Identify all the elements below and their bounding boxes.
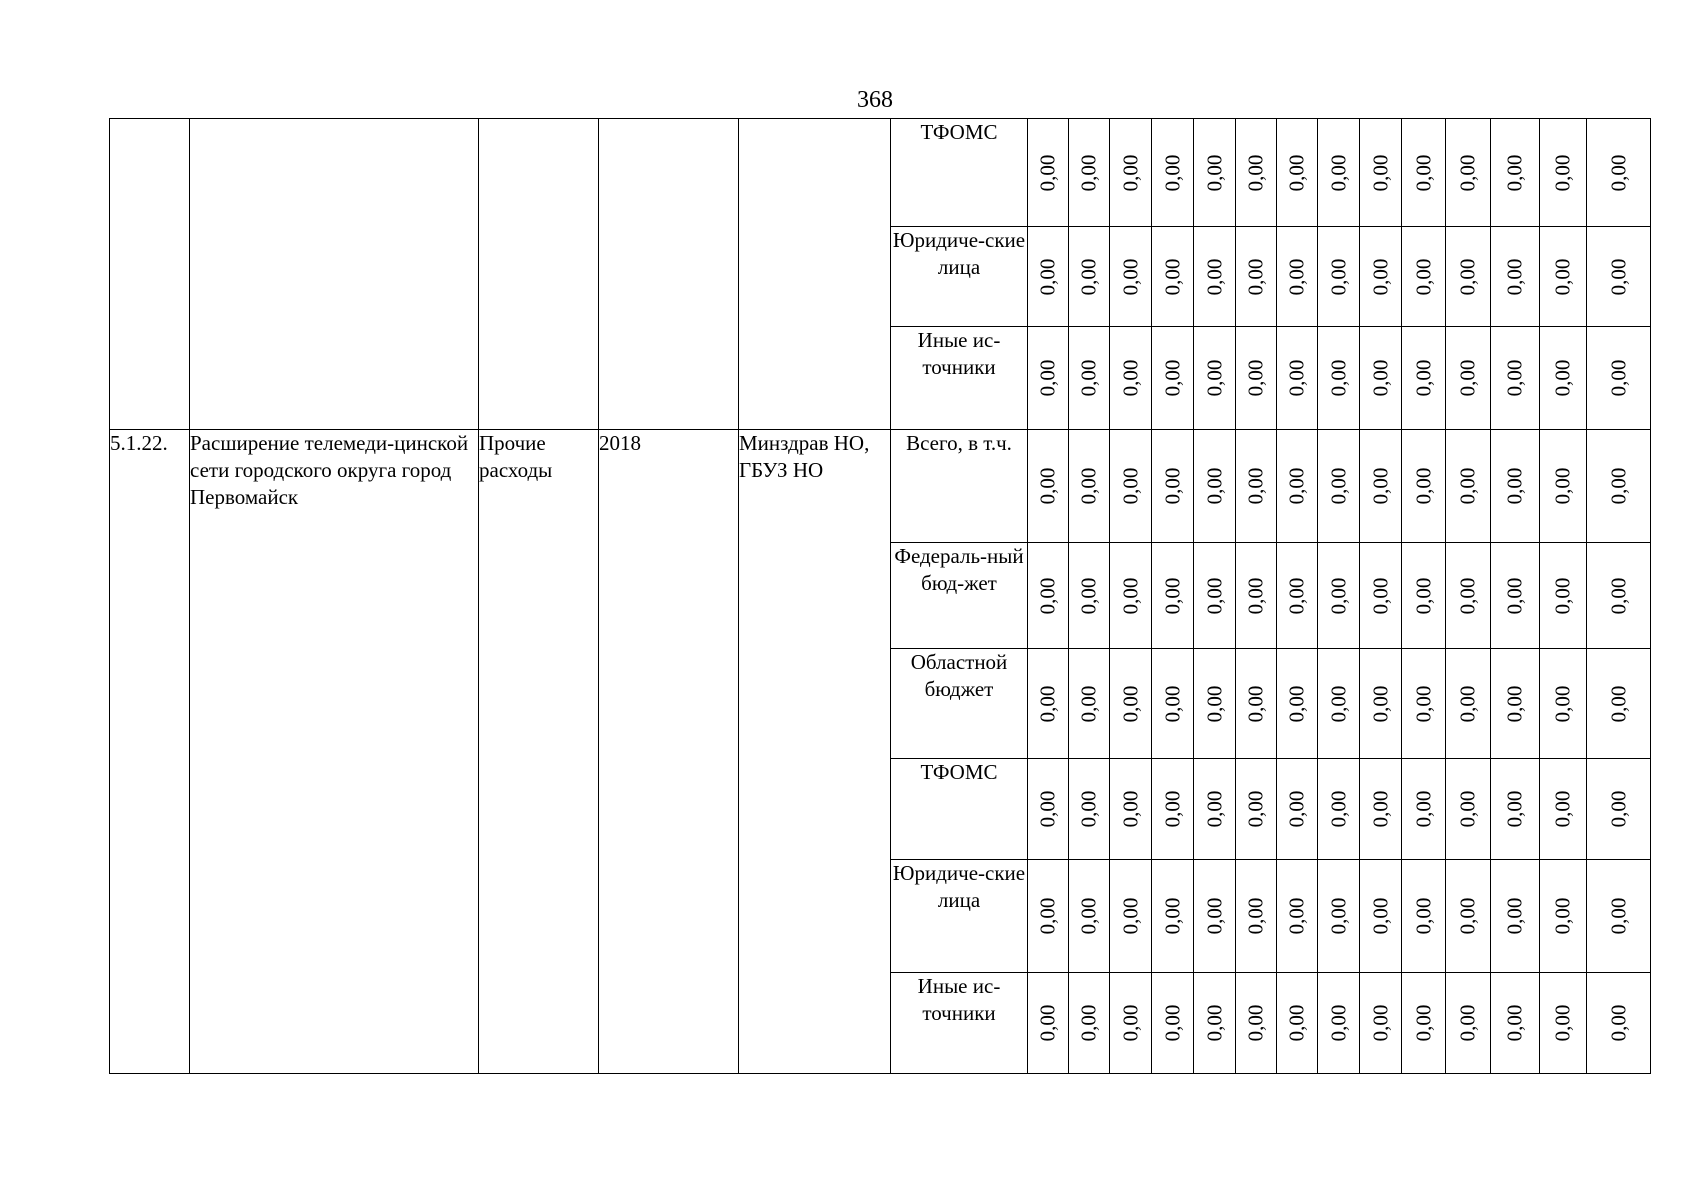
value-text: 0,00 bbox=[1202, 790, 1226, 828]
value-cell bbox=[1110, 227, 1152, 327]
value-text: 0,00 bbox=[1502, 359, 1527, 397]
value-cell bbox=[1236, 860, 1277, 973]
value-cell bbox=[1110, 649, 1152, 759]
value-text: 0,00 bbox=[1243, 790, 1268, 828]
item-year: 2018 bbox=[599, 430, 739, 1074]
empty-merged-cell bbox=[479, 119, 599, 430]
value-cell bbox=[1587, 119, 1651, 227]
value-text: 0,00 bbox=[1202, 467, 1226, 505]
value-text: 0,00 bbox=[1284, 685, 1309, 722]
value-text: 0,00 bbox=[1202, 897, 1226, 935]
funding-source-label: Федераль-ный бюд-жет bbox=[891, 543, 1028, 649]
value-text: 0,00 bbox=[1076, 577, 1101, 614]
value-text: 0,00 bbox=[1035, 467, 1060, 505]
value-cell bbox=[1360, 543, 1402, 649]
value-text: 0,00 bbox=[1243, 258, 1268, 295]
value-cell bbox=[1069, 227, 1110, 327]
value-text: 0,00 bbox=[1243, 1004, 1268, 1042]
value-text: 0,00 bbox=[1455, 359, 1480, 397]
value-cell bbox=[1152, 227, 1194, 327]
value-cell bbox=[1069, 649, 1110, 759]
value-cell bbox=[1360, 973, 1402, 1074]
value-text: 0,00 bbox=[1284, 790, 1309, 828]
value-cell bbox=[1540, 543, 1587, 649]
value-cell bbox=[1277, 759, 1318, 860]
value-cell bbox=[1402, 649, 1446, 759]
value-cell bbox=[1491, 860, 1540, 973]
value-text: 0,00 bbox=[1118, 897, 1142, 935]
value-text: 0,00 bbox=[1326, 359, 1350, 397]
value-text: 0,00 bbox=[1550, 790, 1575, 828]
funding-source-label: Юридиче-ские лица bbox=[891, 227, 1028, 327]
value-text: 0,00 bbox=[1550, 685, 1575, 722]
value-text: 0,00 bbox=[1076, 790, 1101, 828]
value-cell bbox=[1028, 227, 1069, 327]
value-text: 0,00 bbox=[1202, 154, 1226, 191]
value-cell bbox=[1318, 860, 1360, 973]
value-text: 0,00 bbox=[1118, 359, 1142, 397]
value-text: 0,00 bbox=[1502, 467, 1527, 505]
value-text: 0,00 bbox=[1502, 1004, 1527, 1042]
value-cell bbox=[1194, 649, 1236, 759]
value-cell bbox=[1236, 430, 1277, 543]
value-text: 0,00 bbox=[1202, 359, 1226, 397]
value-cell bbox=[1152, 759, 1194, 860]
value-text: 0,00 bbox=[1411, 685, 1435, 722]
value-cell bbox=[1194, 543, 1236, 649]
value-text: 0,00 bbox=[1118, 154, 1142, 191]
value-cell bbox=[1277, 327, 1318, 430]
value-text: 0,00 bbox=[1606, 467, 1630, 505]
value-cell bbox=[1236, 759, 1277, 860]
value-text: 0,00 bbox=[1411, 154, 1435, 191]
value-text: 0,00 bbox=[1243, 685, 1268, 722]
value-cell bbox=[1540, 759, 1587, 860]
value-text: 0,00 bbox=[1160, 154, 1184, 191]
value-text: 0,00 bbox=[1411, 258, 1435, 295]
value-text: 0,00 bbox=[1076, 467, 1101, 505]
value-text: 0,00 bbox=[1326, 1004, 1350, 1042]
value-text: 0,00 bbox=[1368, 685, 1392, 722]
value-text: 0,00 bbox=[1606, 790, 1630, 828]
value-text: 0,00 bbox=[1550, 577, 1575, 614]
value-cell bbox=[1028, 327, 1069, 430]
value-text: 0,00 bbox=[1606, 154, 1630, 191]
value-text: 0,00 bbox=[1284, 154, 1309, 191]
value-text: 0,00 bbox=[1606, 685, 1630, 722]
value-cell bbox=[1446, 227, 1491, 327]
value-text: 0,00 bbox=[1160, 258, 1184, 295]
value-text: 0,00 bbox=[1284, 577, 1309, 614]
value-text: 0,00 bbox=[1455, 685, 1480, 722]
value-text: 0,00 bbox=[1368, 897, 1392, 935]
value-cell bbox=[1277, 227, 1318, 327]
empty-merged-cell bbox=[190, 119, 479, 430]
value-cell bbox=[1540, 119, 1587, 227]
value-cell bbox=[1402, 327, 1446, 430]
value-cell bbox=[1069, 543, 1110, 649]
value-text: 0,00 bbox=[1411, 467, 1435, 505]
value-text: 0,00 bbox=[1326, 790, 1350, 828]
value-cell bbox=[1491, 119, 1540, 227]
funding-source-label: ТФОМС bbox=[891, 119, 1028, 227]
value-cell bbox=[1446, 860, 1491, 973]
value-cell bbox=[1360, 227, 1402, 327]
value-cell bbox=[1152, 973, 1194, 1074]
value-text: 0,00 bbox=[1035, 1004, 1060, 1042]
value-cell bbox=[1194, 327, 1236, 430]
value-cell bbox=[1028, 973, 1069, 1074]
value-text: 0,00 bbox=[1284, 897, 1309, 935]
value-cell bbox=[1236, 649, 1277, 759]
value-cell bbox=[1360, 759, 1402, 860]
value-cell bbox=[1194, 973, 1236, 1074]
value-cell bbox=[1236, 119, 1277, 227]
value-text: 0,00 bbox=[1502, 577, 1527, 614]
value-cell bbox=[1152, 543, 1194, 649]
value-cell bbox=[1491, 759, 1540, 860]
value-cell bbox=[1110, 860, 1152, 973]
funding-source-label: Всего, в т.ч. bbox=[891, 430, 1028, 543]
value-cell bbox=[1446, 649, 1491, 759]
value-text: 0,00 bbox=[1076, 258, 1101, 295]
value-cell bbox=[1277, 649, 1318, 759]
value-cell bbox=[1540, 649, 1587, 759]
value-text: 0,00 bbox=[1411, 1004, 1435, 1042]
value-cell bbox=[1028, 119, 1069, 227]
value-text: 0,00 bbox=[1076, 154, 1101, 191]
value-text: 0,00 bbox=[1368, 467, 1392, 505]
value-cell bbox=[1028, 860, 1069, 973]
value-text: 0,00 bbox=[1160, 359, 1184, 397]
value-cell bbox=[1110, 327, 1152, 430]
value-cell bbox=[1236, 227, 1277, 327]
value-text: 0,00 bbox=[1118, 685, 1142, 722]
value-cell bbox=[1446, 430, 1491, 543]
value-text: 0,00 bbox=[1243, 897, 1268, 935]
value-cell bbox=[1491, 327, 1540, 430]
value-text: 0,00 bbox=[1160, 685, 1184, 722]
expense-type: Прочие расходы bbox=[479, 430, 599, 1074]
value-cell bbox=[1110, 759, 1152, 860]
value-cell bbox=[1069, 973, 1110, 1074]
value-cell bbox=[1318, 649, 1360, 759]
value-text: 0,00 bbox=[1326, 258, 1350, 295]
value-cell bbox=[1491, 543, 1540, 649]
value-text: 0,00 bbox=[1202, 577, 1226, 614]
value-text: 0,00 bbox=[1243, 467, 1268, 505]
value-cell bbox=[1028, 759, 1069, 860]
value-cell bbox=[1277, 430, 1318, 543]
value-cell bbox=[1110, 973, 1152, 1074]
value-text: 0,00 bbox=[1606, 577, 1630, 614]
value-text: 0,00 bbox=[1411, 359, 1435, 397]
value-text: 0,00 bbox=[1550, 467, 1575, 505]
value-cell bbox=[1491, 430, 1540, 543]
value-text: 0,00 bbox=[1455, 790, 1480, 828]
value-cell bbox=[1402, 860, 1446, 973]
funding-source-label: Областной бюджет bbox=[891, 649, 1028, 759]
value-cell bbox=[1194, 430, 1236, 543]
value-cell bbox=[1194, 119, 1236, 227]
value-cell bbox=[1152, 327, 1194, 430]
value-cell bbox=[1491, 973, 1540, 1074]
value-cell bbox=[1540, 430, 1587, 543]
value-text: 0,00 bbox=[1455, 467, 1480, 505]
value-text: 0,00 bbox=[1550, 897, 1575, 935]
value-text: 0,00 bbox=[1326, 577, 1350, 614]
value-text: 0,00 bbox=[1118, 467, 1142, 505]
executor: Минздрав НО, ГБУЗ НО bbox=[739, 430, 891, 1074]
value-cell bbox=[1360, 327, 1402, 430]
value-cell bbox=[1152, 860, 1194, 973]
value-text: 0,00 bbox=[1550, 359, 1575, 397]
value-text: 0,00 bbox=[1326, 897, 1350, 935]
value-text: 0,00 bbox=[1118, 577, 1142, 614]
value-cell bbox=[1194, 227, 1236, 327]
value-text: 0,00 bbox=[1368, 359, 1392, 397]
value-cell bbox=[1540, 227, 1587, 327]
value-text: 0,00 bbox=[1160, 1004, 1184, 1042]
empty-merged-cell bbox=[739, 119, 891, 430]
value-cell bbox=[1318, 327, 1360, 430]
value-cell bbox=[1277, 860, 1318, 973]
value-text: 0,00 bbox=[1284, 258, 1309, 295]
value-cell bbox=[1236, 327, 1277, 430]
value-text: 0,00 bbox=[1118, 258, 1142, 295]
value-text: 0,00 bbox=[1606, 897, 1630, 935]
value-cell bbox=[1491, 649, 1540, 759]
value-text: 0,00 bbox=[1368, 1004, 1392, 1042]
value-text: 0,00 bbox=[1035, 359, 1060, 397]
page-number: 368 bbox=[857, 87, 893, 113]
value-cell bbox=[1540, 327, 1587, 430]
value-text: 0,00 bbox=[1202, 1004, 1226, 1042]
value-cell bbox=[1587, 973, 1651, 1074]
value-cell bbox=[1587, 430, 1651, 543]
value-text: 0,00 bbox=[1606, 1004, 1630, 1042]
value-cell bbox=[1069, 119, 1110, 227]
value-cell bbox=[1402, 759, 1446, 860]
value-text: 0,00 bbox=[1368, 258, 1392, 295]
value-cell bbox=[1587, 649, 1651, 759]
item-number: 5.1.22. bbox=[110, 430, 190, 1074]
value-text: 0,00 bbox=[1284, 359, 1309, 397]
value-cell bbox=[1587, 327, 1651, 430]
value-cell bbox=[1069, 430, 1110, 543]
value-cell bbox=[1110, 543, 1152, 649]
value-cell bbox=[1360, 649, 1402, 759]
value-text: 0,00 bbox=[1502, 154, 1527, 191]
value-text: 0,00 bbox=[1243, 577, 1268, 614]
value-text: 0,00 bbox=[1243, 359, 1268, 397]
value-text: 0,00 bbox=[1118, 1004, 1142, 1042]
value-cell bbox=[1491, 227, 1540, 327]
value-text: 0,00 bbox=[1550, 154, 1575, 191]
value-text: 0,00 bbox=[1368, 790, 1392, 828]
value-cell bbox=[1152, 649, 1194, 759]
value-cell bbox=[1402, 430, 1446, 543]
value-text: 0,00 bbox=[1035, 790, 1060, 828]
value-cell bbox=[1446, 759, 1491, 860]
value-text: 0,00 bbox=[1455, 577, 1480, 614]
value-cell bbox=[1069, 327, 1110, 430]
value-cell bbox=[1587, 543, 1651, 649]
value-cell bbox=[1587, 227, 1651, 327]
value-text: 0,00 bbox=[1284, 467, 1309, 505]
value-cell bbox=[1446, 327, 1491, 430]
value-cell bbox=[1028, 649, 1069, 759]
value-text: 0,00 bbox=[1502, 790, 1527, 828]
value-text: 0,00 bbox=[1411, 577, 1435, 614]
funding-source-label: Иные ис-точники bbox=[891, 973, 1028, 1074]
table-row bbox=[110, 119, 1651, 227]
value-cell bbox=[1277, 543, 1318, 649]
value-cell bbox=[1446, 119, 1491, 227]
funding-table bbox=[109, 118, 1651, 1074]
value-text: 0,00 bbox=[1411, 897, 1435, 935]
empty-merged-cell bbox=[599, 119, 739, 430]
value-cell bbox=[1446, 543, 1491, 649]
value-text: 0,00 bbox=[1502, 897, 1527, 935]
value-cell bbox=[1360, 119, 1402, 227]
value-cell bbox=[1540, 860, 1587, 973]
value-cell bbox=[1402, 543, 1446, 649]
value-text: 0,00 bbox=[1076, 685, 1101, 722]
value-text: 0,00 bbox=[1160, 897, 1184, 935]
value-cell bbox=[1360, 430, 1402, 543]
value-text: 0,00 bbox=[1455, 897, 1480, 935]
value-cell bbox=[1194, 860, 1236, 973]
value-text: 0,00 bbox=[1455, 258, 1480, 295]
value-text: 0,00 bbox=[1035, 897, 1060, 935]
value-text: 0,00 bbox=[1160, 467, 1184, 505]
value-text: 0,00 bbox=[1326, 154, 1350, 191]
value-cell bbox=[1318, 227, 1360, 327]
value-cell bbox=[1028, 430, 1069, 543]
value-text: 0,00 bbox=[1118, 790, 1142, 828]
value-text: 0,00 bbox=[1076, 897, 1101, 935]
value-cell bbox=[1402, 227, 1446, 327]
value-cell bbox=[1446, 973, 1491, 1074]
value-text: 0,00 bbox=[1550, 258, 1575, 295]
value-cell bbox=[1110, 430, 1152, 543]
item-name: Расширение телемеди-цинской сети городского округа город Первомайск bbox=[190, 430, 479, 1074]
value-cell bbox=[1069, 860, 1110, 973]
value-text: 0,00 bbox=[1076, 359, 1101, 397]
funding-source-label: ТФОМС bbox=[891, 759, 1028, 860]
value-text: 0,00 bbox=[1502, 258, 1527, 295]
value-cell bbox=[1152, 119, 1194, 227]
value-text: 0,00 bbox=[1035, 154, 1060, 191]
value-cell bbox=[1152, 430, 1194, 543]
value-text: 0,00 bbox=[1243, 154, 1268, 191]
value-cell bbox=[1318, 973, 1360, 1074]
value-cell bbox=[1360, 860, 1402, 973]
value-cell bbox=[1236, 973, 1277, 1074]
value-cell bbox=[1277, 973, 1318, 1074]
value-cell bbox=[1277, 119, 1318, 227]
value-text: 0,00 bbox=[1326, 467, 1350, 505]
value-text: 0,00 bbox=[1606, 258, 1630, 295]
value-text: 0,00 bbox=[1455, 154, 1480, 191]
value-cell bbox=[1069, 759, 1110, 860]
value-text: 0,00 bbox=[1502, 685, 1527, 722]
funding-source-label: Иные ис-точники bbox=[891, 327, 1028, 430]
value-text: 0,00 bbox=[1202, 258, 1226, 295]
value-cell bbox=[1028, 543, 1069, 649]
value-cell bbox=[1318, 759, 1360, 860]
value-text: 0,00 bbox=[1160, 790, 1184, 828]
value-text: 0,00 bbox=[1035, 685, 1060, 722]
value-text: 0,00 bbox=[1606, 359, 1630, 397]
value-text: 0,00 bbox=[1368, 154, 1392, 191]
table-row bbox=[110, 430, 1651, 543]
value-text: 0,00 bbox=[1411, 790, 1435, 828]
value-cell bbox=[1402, 973, 1446, 1074]
value-text: 0,00 bbox=[1284, 1004, 1309, 1042]
funding-source-label: Юридиче-ские лица bbox=[891, 860, 1028, 973]
value-cell bbox=[1110, 119, 1152, 227]
value-text: 0,00 bbox=[1455, 1004, 1480, 1042]
value-text: 0,00 bbox=[1368, 577, 1392, 614]
value-cell bbox=[1318, 543, 1360, 649]
value-cell bbox=[1587, 860, 1651, 973]
empty-merged-cell bbox=[110, 119, 190, 430]
value-text: 0,00 bbox=[1202, 685, 1226, 722]
value-cell bbox=[1402, 119, 1446, 227]
value-text: 0,00 bbox=[1160, 577, 1184, 614]
value-cell bbox=[1587, 759, 1651, 860]
value-cell bbox=[1194, 759, 1236, 860]
value-text: 0,00 bbox=[1550, 1004, 1575, 1042]
value-text: 0,00 bbox=[1035, 577, 1060, 614]
value-text: 0,00 bbox=[1326, 685, 1350, 722]
value-cell bbox=[1318, 430, 1360, 543]
value-cell bbox=[1540, 973, 1587, 1074]
value-text: 0,00 bbox=[1076, 1004, 1101, 1042]
value-text: 0,00 bbox=[1035, 258, 1060, 295]
value-cell bbox=[1236, 543, 1277, 649]
value-cell bbox=[1318, 119, 1360, 227]
